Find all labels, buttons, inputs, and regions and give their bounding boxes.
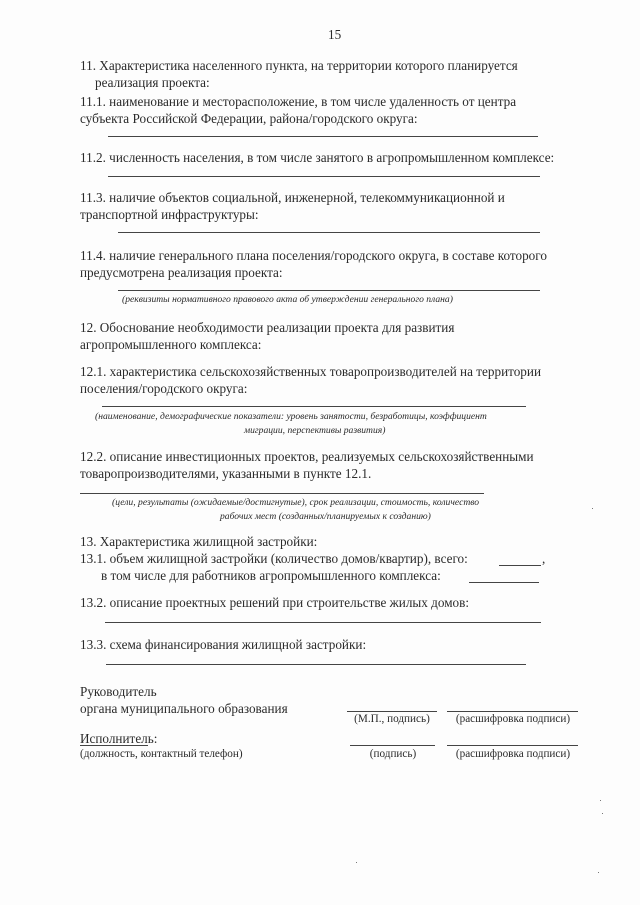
executor-name-caption: (расшифровка подписи) — [455, 748, 571, 760]
executor-label: Исполнитель: — [80, 731, 158, 746]
item-12-1-text-cont: поселения/городского округа: — [80, 381, 248, 396]
head-name-caption: (расшифровка подписи) — [455, 713, 571, 725]
item-12-1-caption-cont: миграции, перспективы развития) — [244, 425, 386, 436]
item-13-1-agro-blank — [469, 582, 539, 583]
page-number: 15 — [328, 27, 342, 42]
item-12-2-fill-line — [80, 493, 484, 494]
item-13-1-text: 13.1. объем жилищной застройки (количество домов/квартир), всего: — [80, 551, 468, 566]
item-13-3-fill-line — [106, 664, 526, 665]
section-13-title: 13. Характеристика жилищной застройки: — [80, 534, 318, 549]
item-12-2-caption-cont: рабочих мест (созданных/планируемых к созданию) — [220, 511, 431, 522]
scan-speck — [600, 800, 601, 801]
executor-name-line — [447, 745, 578, 746]
item-12-2-text-cont: товаропроизводителями, указанными в пункте 12.1. — [80, 466, 372, 481]
item-11-3-text-cont: транспортной инфраструктуры: — [80, 207, 259, 222]
item-13-3-text: 13.3. схема финансирования жилищной застройки: — [80, 637, 367, 652]
head-label-cont: органа муниципального образования — [80, 701, 288, 716]
item-11-4-text: 11.4. наличие генерального плана поселения/городского округа, в составе которого — [80, 248, 547, 263]
head-signature-line — [347, 711, 437, 712]
head-name-line — [447, 711, 578, 712]
section-11-title: 11. Характеристика населенного пункта, на территории которого планируется — [80, 58, 518, 73]
item-12-1-fill-line — [102, 406, 526, 407]
item-11-4-text-cont: предусмотрена реализация проекта: — [80, 265, 283, 280]
item-12-2-text: 12.2. описание инвестиционных проектов, реализуемых сельскохозяйственными — [80, 449, 534, 464]
item-11-3-fill-line — [118, 232, 540, 233]
head-label: Руководитель — [80, 684, 157, 699]
item-11-3-text: 11.3. наличие объектов социальной, инженерной, телекоммуникационной и — [80, 190, 505, 205]
scan-speck — [356, 862, 357, 863]
item-12-1-text: 12.1. характеристика сельскохозяйственных товаропроизводителей на территории — [80, 364, 542, 379]
item-13-1-comma: , — [542, 551, 546, 566]
executor-signature-caption: (подпись) — [369, 748, 417, 760]
executor-info-line — [80, 745, 148, 746]
item-13-2-text: 13.2. описание проектных решений при строительстве жилых домов: — [80, 595, 470, 610]
item-11-4-fill-line — [118, 290, 540, 291]
item-11-1-text-cont: субъекта Российской Федерации, района/городского округа: — [80, 111, 418, 126]
executor-caption: (должность, контактный телефон) — [80, 748, 243, 760]
section-12-title-cont: агропромышленного комплекса: — [80, 337, 262, 352]
executor-signature-line — [350, 745, 435, 746]
item-13-1-text-cont: в том числе для работников агропромышленного комплекса: — [101, 568, 441, 583]
item-12-1-caption: (наименование, демографические показатели: уровень занятости, безработицы, коэффициент — [95, 411, 487, 422]
item-11-2-text: 11.2. численность населения, в том числе занятого в агропромышленном комплексе: — [80, 150, 555, 165]
section-11-title-cont: реализация проекта: — [95, 75, 210, 90]
scan-speck — [592, 508, 593, 509]
scan-speck — [598, 872, 599, 873]
item-11-2-fill-line — [108, 176, 540, 177]
item-13-1-total-blank — [499, 565, 541, 566]
item-11-1-text: 11.1. наименование и месторасположение, в том числе удаленность от центра — [80, 94, 517, 109]
item-11-1-fill-line — [108, 136, 538, 137]
head-signature-caption: (М.П., подпись) — [354, 713, 430, 725]
item-13-2-fill-line — [105, 622, 541, 623]
scan-speck — [602, 813, 603, 814]
section-12-title: 12. Обоснование необходимости реализации проекта для развития — [80, 320, 455, 335]
item-12-2-caption: (цели, результаты (ожидаемые/достигнутые), срок реализации, стоимость, количество — [112, 497, 480, 508]
item-11-4-caption: (реквизиты нормативного правового акта об утверждении генерального плана) — [122, 294, 453, 305]
